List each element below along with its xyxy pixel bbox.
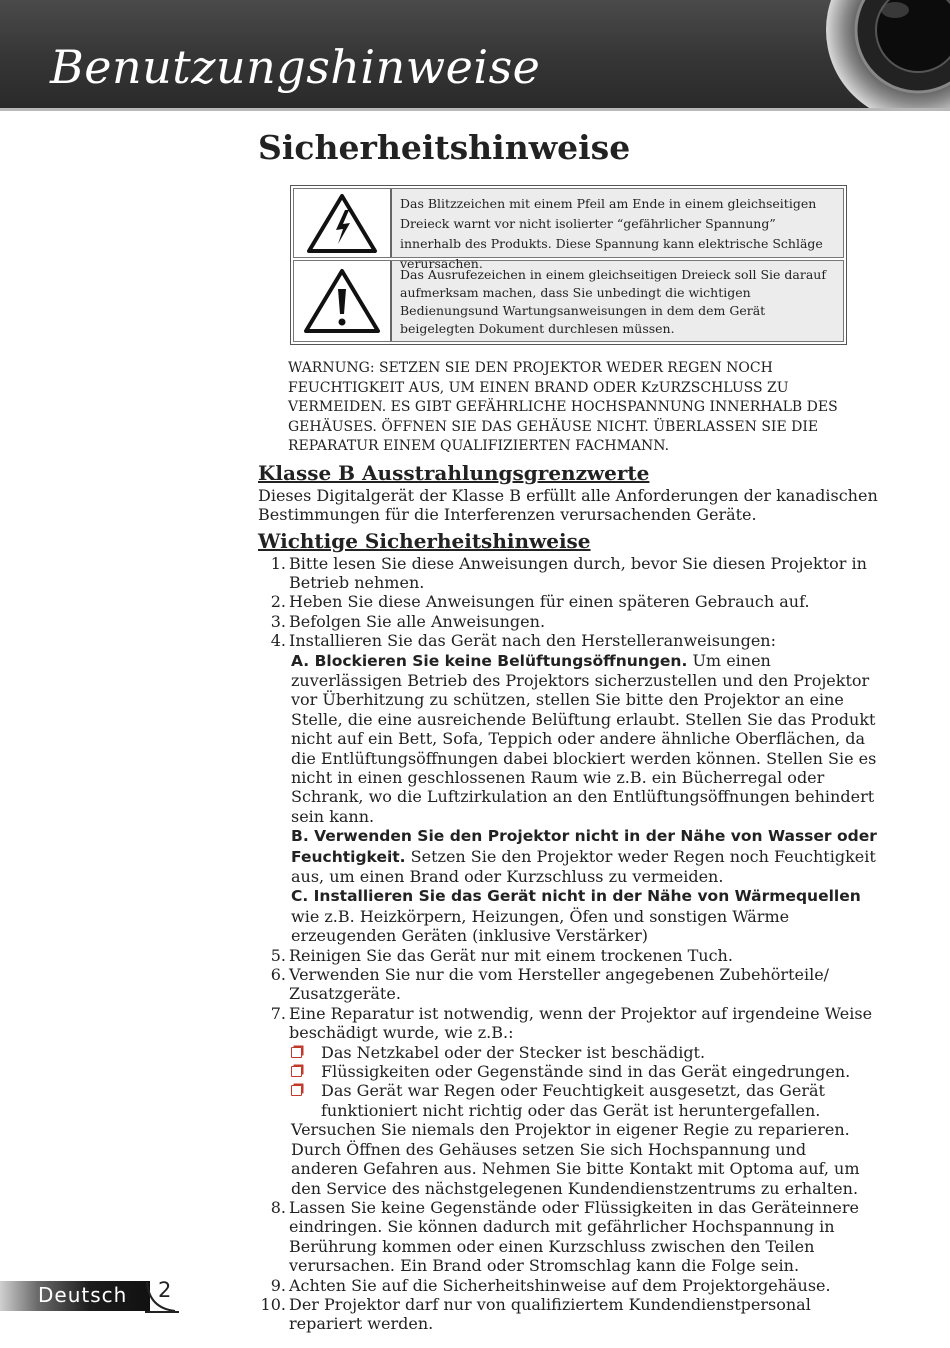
list-number: 3. [270, 611, 286, 631]
list-number: 7. [270, 1003, 286, 1023]
sub-item-heading: C. Installieren Sie das Gerät nicht in der Nähe von Wärmequellen [291, 887, 861, 906]
footer-language: Deutsch [38, 1283, 128, 1307]
checkbox-bullet-icon [291, 1047, 302, 1058]
list-item [258, 592, 878, 611]
list-item [258, 554, 878, 593]
warning-symbols-table [290, 185, 847, 345]
warning-row-lightning [293, 188, 844, 271]
list-text: Heben Sie diese Anweisungen für einen späteren Gebrauch auf. [289, 592, 810, 612]
page-header [0, 0, 950, 108]
list-number: 6. [270, 965, 286, 985]
list-text: Der Projektor darf nur von qualifiziertem Kundendienstpersonal repariert werden. [289, 1294, 811, 1334]
bullet-item [289, 1062, 878, 1081]
bullet-text: Das Gerät war Regen oder Feuchtigkeit ausgesetzt, das Gerät funktioniert nicht richtig oder das Gerät ist heruntergefallen. [321, 1081, 825, 1120]
list-item [258, 1198, 878, 1276]
safety-instructions-list [258, 554, 878, 1334]
bullet-item [289, 1043, 878, 1062]
warning-row-exclamation [293, 260, 844, 342]
checkbox-bullet-icon [291, 1066, 302, 1077]
checkbox-bullet-icon [291, 1085, 302, 1096]
bullet-text: Das Netzkabel oder der Stecker ist beschädigt. [321, 1042, 706, 1062]
class-b-heading: Klasse B Ausstrahlungsgrenzwerte [258, 460, 650, 485]
list-item [258, 1276, 878, 1295]
warning-text-exclamation: Das Ausrufezeichen in einem gleichseitigen Dreieck soll Sie darauf aufmerksam machen, dass Sie unbedingt die wichtigen Bedienungsund Wartungsanweisungen in dem dem Gerät beigelegten Dokument durchlesen müssen. [400, 267, 826, 336]
lightning-warning-icon [306, 192, 378, 254]
list-item [258, 612, 878, 631]
list-number: 8. [270, 1197, 286, 1217]
section-title: Sicherheitshinweise [258, 128, 631, 167]
header-divider [0, 108, 950, 111]
class-b-text: Dieses Digitalgerät der Klasse B erfüllt alle Anforderungen der kanadischen Bestimmungen für die Interferenzen verursachenden Geräte. [258, 485, 878, 524]
list-item [258, 631, 878, 946]
projector-lens-icon [800, 0, 950, 108]
list-number: 10. [260, 1294, 286, 1314]
sub-item-text: Setzen Sie den Projektor weder Regen noch Feuchtigkeit aus, um einen Brand oder Kurzschluss zu vermeiden. [291, 846, 876, 886]
list-item [258, 946, 878, 965]
list-text: Befolgen Sie alle Anweisungen. [289, 611, 546, 631]
list-text: Eine Reparatur ist notwendig, wenn der Projektor auf irgendeine Weise beschädigt wurde, wie z.B.: [289, 1003, 873, 1043]
bullet-item [289, 1081, 878, 1120]
list-text: Achten Sie auf die Sicherheitshinweise auf dem Projektorgehäuse. [289, 1275, 831, 1295]
list-number: 4. [270, 631, 286, 651]
list-text: Reinigen Sie das Gerät nur mit einem trockenen Tuch. [289, 945, 733, 965]
sub-item-text: Um einen zuverlässigen Betrieb des Projektors sicherzustellen und den Projektor vor Überhitzung zu schützen, stellen Sie bitte den Projektor an eine Stelle, die eine ausreichende Belüftung erlaubt. Stellen Sie das Produkt nicht auf ein Bett, Sofa, Teppich oder andere ähnliche Oberflächen, da die Entlüftungsöffnungen dabei blockiert werden können. Stellen Sie es nicht in einen geschlossenen Raum wie z.B. ein Bücherregal oder Schrank, wo die Luftzirkulation an den Entlüftungsöffnungen behindert sein kann. [291, 650, 877, 826]
repair-note: Versuchen Sie niemals den Projektor in eigener Regie zu reparieren. Durch Öffnen des Gehäuses setzen Sie sich Hochspannung und anderen Gefahren aus. Nehmen Sie bitte Kontakt mit Optoma auf, um den Service des nächstgelegenen Kundendienstzentrums zu erhalten. [291, 1120, 860, 1198]
sub-item-text: wie z.B. Heizkörpern, Heizungen, Öfen und sonstigen Wärme erzeugenden Geräten (inklusive Verstärker) [291, 906, 790, 946]
list-text: Installieren Sie das Gerät nach den Herstelleranweisungen: [289, 631, 776, 651]
list-item [258, 965, 878, 1004]
list-text: Verwenden Sie nur die vom Hersteller angegebenen Zubehörteile/ Zusatzgeräte. [289, 965, 830, 1004]
list-number: 1. [270, 553, 286, 573]
list-item [258, 1295, 878, 1334]
sub-item-a [289, 651, 878, 827]
sub-item-b [289, 826, 878, 886]
sub-item-c [289, 886, 878, 945]
main-content [258, 128, 878, 1334]
exclamation-warning-icon [303, 267, 381, 335]
list-number: 5. [270, 945, 286, 965]
header-title: Benutzungshinweise [50, 40, 541, 94]
list-number: 9. [270, 1275, 286, 1295]
page-number: 2 [158, 1278, 172, 1302]
list-text: Lassen Sie keine Gegenstände oder Flüssigkeiten in das Geräteinnere eindringen. Sie können dadurch mit gefährlicher Hochspannung in Berührung kommen oder einen Kurzschluss zwischen den Teilen verursachen. Ein Brand oder Stromschlag kann die Folge sein. [289, 1197, 859, 1276]
sub-item-heading: A. Blockieren Sie keine Belüftungsöffnungen. [291, 651, 688, 670]
warning-text-lightning: Das Blitzzeichen mit einem Pfeil am Ende in einem gleichseitigen Dreieck warnt vor nicht isolierter “gefährlicher Spannung” innerhalb des Produkts. Diese Spannung kann elektrische Schläge verursachen. [400, 196, 823, 271]
important-heading: Wichtige Sicherheitshinweise [258, 528, 591, 553]
list-text: Bitte lesen Sie diese Anweisungen durch, bevor Sie diesen Projektor in Betrieb nehmen. [289, 553, 867, 592]
warning-paragraph: WARNUNG: SETZEN SIE DEN PROJEKTOR WEDER REGEN NOCH FEUCHTIGKEIT AUS, UM EINEN BRAND ODER KzURZSCHLUSS ZU VERMEIDEN. ES GIBT GEFÄHRLICHE HOCHSPANNUNG INNERHALB DES GEHÄUSES. ÖFFNEN SIE DAS GEHÄUSE NICHT. ÜBERLASSEN SIE DIE REPARATUR EINEM QUALIFIZIERTEN FACHMANN. [288, 360, 838, 454]
list-number: 2. [270, 592, 286, 612]
list-item [258, 1004, 878, 1198]
bullet-text: Flüssigkeiten oder Gegenstände sind in das Gerät eingedrungen. [321, 1062, 851, 1082]
sub-item-heading: B. Verwenden Sie den Projektor nicht in der Nähe von Wasser oder Feuchtigkeit. [291, 827, 877, 866]
